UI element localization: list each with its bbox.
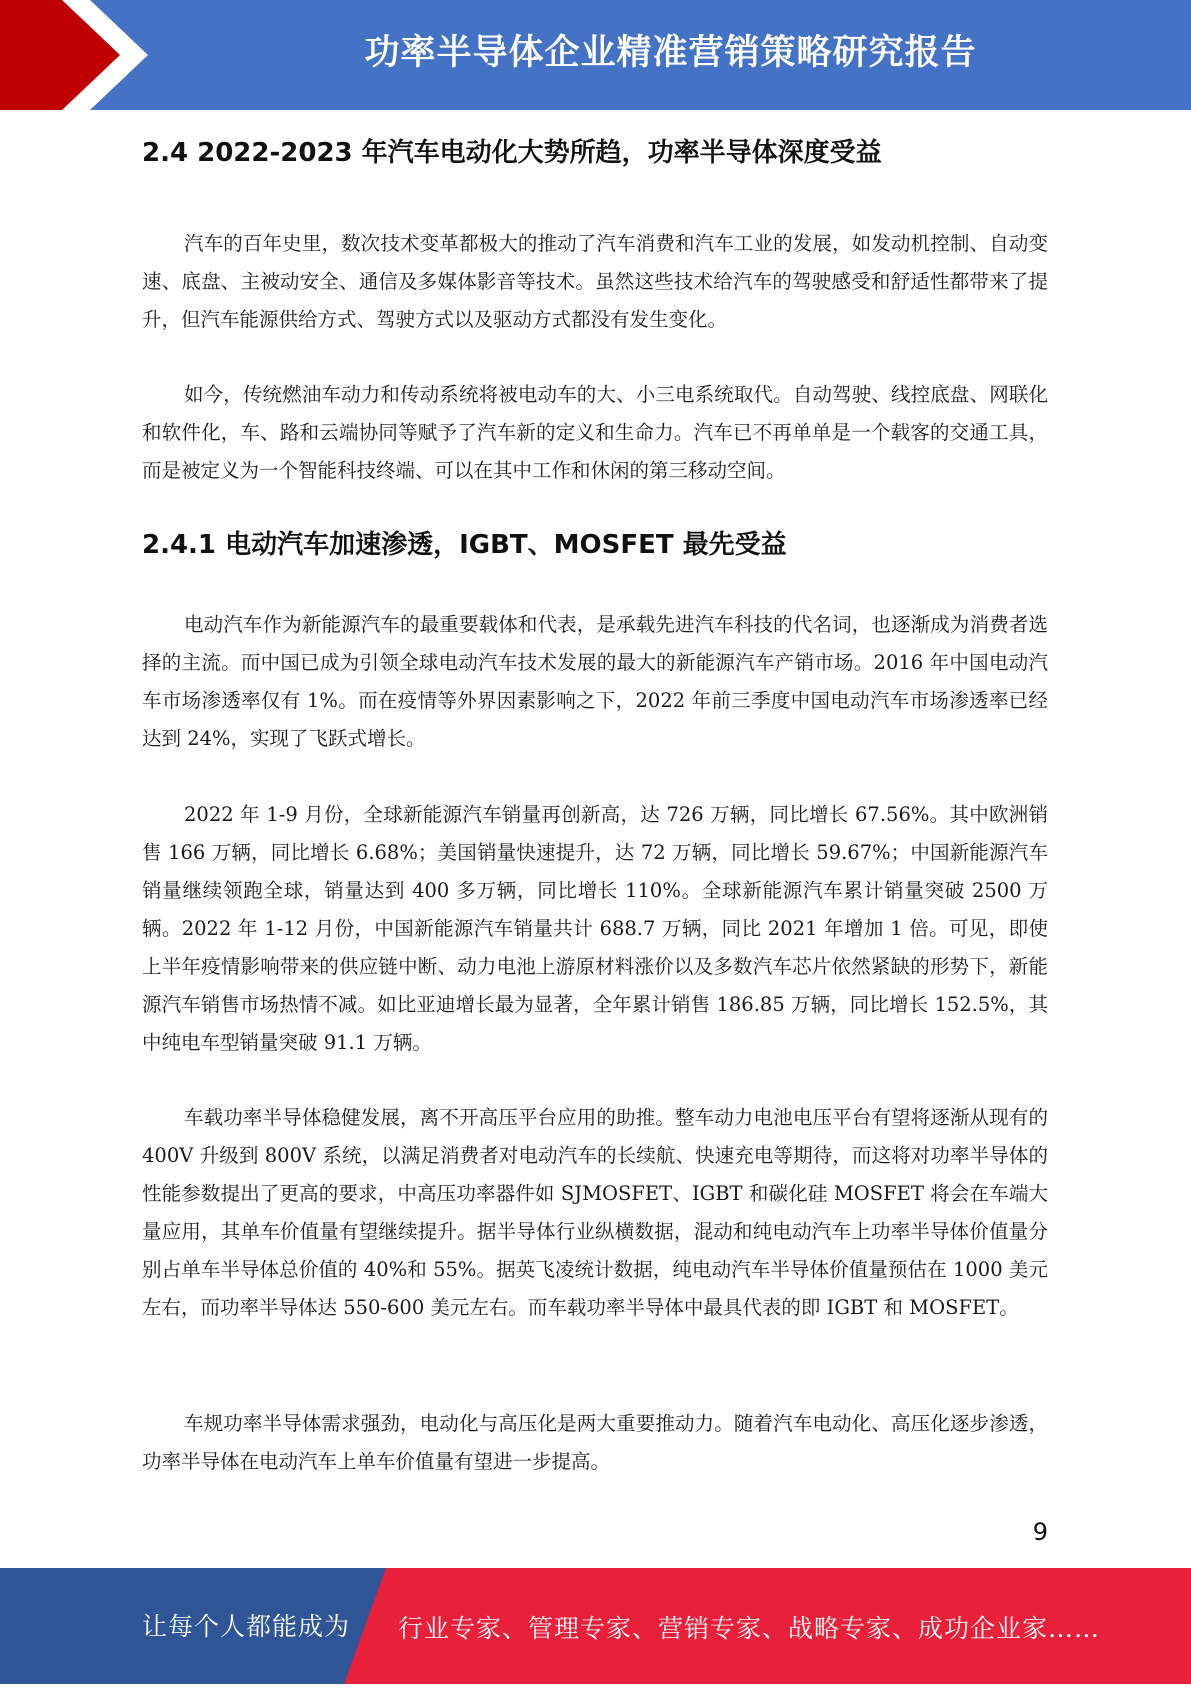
- page-number: 9: [1032, 1518, 1048, 1546]
- subsection-heading: 2.4.1 电动汽车加速渗透，IGBT、MOSFET 最先受益: [142, 530, 787, 560]
- page-header: [0, 0, 1191, 110]
- paragraph: 如今，传统燃油车动力和传动系统将被电动车的大、小三电系统取代。自动驾驶、线控底盘、网联化和软件化，车、路和云端协同等赋予了汽车新的定义和生命力。汽车已不再单单是一个载客的交通工具，而是被定义为一个智能科技终端、可以在其中工作和休闲的第三移动空间。: [142, 383, 1048, 482]
- footer-slogan-right: 行业专家、管理专家、营销专家、战略专家、成功企业家……: [398, 1614, 1101, 1643]
- paragraph: 汽车的百年史里，数次技术变革都极大的推动了汽车消费和汽车工业的发展，如发动机控制、自动变速、底盘、主被动安全、通信及多媒体影音等技术。虽然这些技术给汽车的驾驶感受和舒适性都带来了提升，但汽车能源供给方式、驾驶方式以及驱动方式都没有发生变化。: [142, 232, 1048, 331]
- section-heading: 2.4 2022-2023 年汽车电动化大势所趋，功率半导体深度受益: [142, 138, 882, 168]
- paragraph: 电动汽车作为新能源汽车的最重要载体和代表，是承载先进汽车科技的代名词，也逐渐成为消费者选择的主流。而中国已成为引领全球电动汽车技术发展的最大的新能源汽车产销市场。2016 年中国电动汽车市场渗透率仅有 1%。而在疫情等外界因素影响之下，2022 年前三季度中国电动汽车市场渗透率已经达到 24%，实现了飞跃式增长。: [142, 613, 1048, 750]
- paragraph: 车载功率半导体稳健发展，离不开高压平台应用的助推。整车动力电池电压平台有望将逐渐从现有的 400V 升级到 800V 系统，以满足消费者对电动汽车的长续航、快速充电等期待，而这将对功率半导体的性能参数提出了更高的要求，中高压功率器件如 SJMOSFET、IGBT 和碳化硅 MOSFET 将会在车端大量应用，其单车价值量有望继续提升。据半导体行业纵横数据，混动和纯电动汽车上功率半导体价值量分别占单车半导体总价值的 40%和 55%。据英飞凌统计数据，纯电动汽车半导体价值量预估在 1000 美元左右，而功率半导体达 550-600 美元左右。而车载功率半导体中最具代表的即 IGBT 和 MOSFET。: [142, 1106, 1048, 1319]
- footer-slogan-left: 让每个人都能成为: [142, 1612, 351, 1641]
- report-title: 功率半导体企业精准营销策略研究报告: [364, 33, 977, 73]
- paragraph: 车规功率半导体需求强劲，电动化与高压化是两大重要推动力。随着汽车电动化、高压化逐步渗透，功率半导体在电动汽车上单车价值量有望进一步提高。: [142, 1412, 1048, 1473]
- page-footer: [0, 1568, 1191, 1684]
- header-arrow-decoration: [0, 0, 160, 110]
- paragraph: 2022 年 1-9 月份，全球新能源汽车销量再创新高，达 726 万辆，同比增长 67.56%。其中欧洲销售 166 万辆，同比增长 6.68%；美国销量快速提升，达 72 万辆，同比增长 59.67%；中国新能源汽车销量继续领跑全球，销量达到 400 多万辆，同比增长 110%。全球新能源汽车累计销量突破 2500 万辆。2022 年 1-12 月份，中国新能源汽车销量共计 688.7 万辆，同比 2021 年增加 1 倍。可见，即使上半年疫情影响带来的供应链中断、动力电池上游原材料涨价以及多数汽车芯片依然紧缺的形势下，新能源汽车销售市场热情不减。如比亚迪增长最为显著，全年累计销售 186.85 万辆，同比增长 152.5%，其中纯电车型销量突破 91.1 万辆。: [142, 803, 1048, 1054]
